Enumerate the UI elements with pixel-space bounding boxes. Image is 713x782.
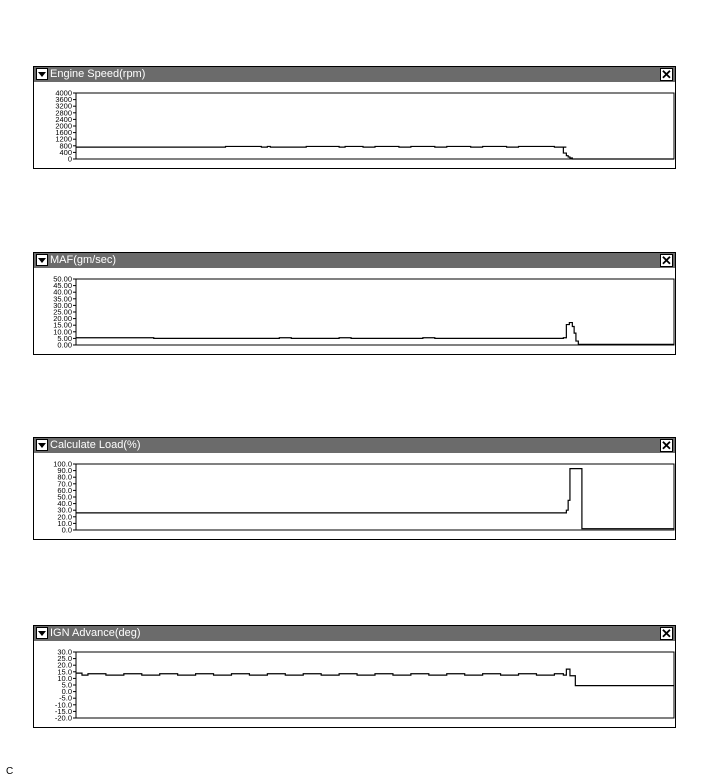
y-tick-label: 35.00: [53, 294, 72, 304]
chart-panel-calculate-load: [33, 437, 676, 540]
y-tick-label: 800: [59, 141, 72, 151]
plot-frame: [76, 652, 674, 718]
close-icon[interactable]: ✕: [661, 438, 672, 453]
y-tick-label: 20.0: [57, 660, 72, 670]
data-series-line: [76, 323, 674, 345]
y-tick-label: 0.0: [61, 525, 72, 535]
y-tick-label: 25.0: [57, 654, 72, 664]
close-icon[interactable]: ✕: [661, 67, 672, 82]
panel-titlebar: [34, 67, 675, 82]
chart-panel-ign-advance: [33, 625, 676, 728]
y-tick-label: 2400: [55, 114, 72, 124]
y-tick-label: 2800: [55, 108, 72, 118]
y-tick-label: 100.0: [53, 459, 72, 469]
y-tick-label: 0.00: [57, 340, 72, 350]
dropdown-arrow-icon[interactable]: [36, 68, 48, 80]
plot-frame: [76, 93, 674, 159]
y-tick-label: 10.0: [57, 518, 72, 528]
chart-panel-maf: [33, 252, 676, 355]
y-tick-label: 0.0: [61, 687, 72, 697]
y-tick-label: 60.0: [57, 485, 72, 495]
y-tick-label: -5.0: [59, 693, 72, 703]
y-tick-label: 90.0: [57, 466, 72, 476]
y-tick-label: 3600: [55, 95, 72, 105]
y-tick-label: 3200: [55, 101, 72, 111]
plot-frame: [76, 279, 674, 345]
y-tick-label: 80.0: [57, 472, 72, 482]
data-series-line: [76, 146, 674, 159]
y-tick-label: 20.0: [57, 512, 72, 522]
panel-title: Calculate Load(%): [50, 439, 141, 451]
chart-maf: [34, 269, 675, 355]
y-tick-label: -10.0: [54, 700, 72, 710]
y-tick-label: 25.00: [53, 307, 72, 317]
plot-frame: [76, 464, 674, 530]
panel-titlebar: [34, 626, 675, 641]
panel-title: IGN Advance(deg): [50, 627, 141, 639]
panel-title: Engine Speed(rpm): [50, 68, 146, 80]
y-tick-label: 10.0: [57, 673, 72, 683]
dropdown-arrow-icon[interactable]: [36, 627, 48, 639]
panel-titlebar: [34, 253, 675, 268]
chart-engine-speed: [34, 83, 675, 169]
y-tick-label: 20.00: [53, 314, 72, 324]
close-icon[interactable]: ✕: [661, 626, 672, 641]
y-tick-label: 4000: [55, 88, 72, 98]
y-tick-label: 30.0: [57, 505, 72, 515]
y-tick-label: -15.0: [54, 706, 72, 716]
y-tick-label: 1600: [55, 128, 72, 138]
y-tick-label: 45.00: [53, 281, 72, 291]
y-tick-label: 15.0: [57, 667, 72, 677]
dropdown-arrow-icon[interactable]: [36, 439, 48, 451]
y-tick-label: 400: [59, 147, 72, 157]
panel-titlebar: [34, 438, 675, 453]
dropdown-arrow-icon[interactable]: [36, 254, 48, 266]
y-tick-label: 5.0: [61, 680, 72, 690]
close-icon[interactable]: ✕: [661, 253, 672, 268]
data-series-line: [76, 669, 674, 686]
y-tick-label: 40.00: [53, 287, 72, 297]
y-tick-label: 2000: [55, 121, 72, 131]
y-tick-label: 50.00: [53, 274, 72, 284]
y-tick-label: 1200: [55, 134, 72, 144]
y-tick-label: 40.0: [57, 499, 72, 509]
y-tick-label: 70.0: [57, 479, 72, 489]
chart-ign-advance: [34, 642, 675, 728]
chart-calculate-load: [34, 454, 675, 540]
y-tick-label: 30.0: [57, 647, 72, 657]
y-tick-label: 30.00: [53, 300, 72, 310]
y-tick-label: -20.0: [54, 713, 72, 723]
y-tick-label: 15.00: [53, 320, 72, 330]
panel-title: MAF(gm/sec): [50, 254, 116, 266]
data-series-line: [76, 469, 674, 529]
y-tick-label: 10.00: [53, 327, 72, 337]
y-tick-label: 0: [67, 154, 72, 164]
chart-panel-engine-speed: [33, 66, 676, 169]
y-tick-label: 50.0: [57, 492, 72, 502]
y-tick-label: 5.00: [57, 333, 72, 343]
footer-label: C: [6, 766, 14, 777]
